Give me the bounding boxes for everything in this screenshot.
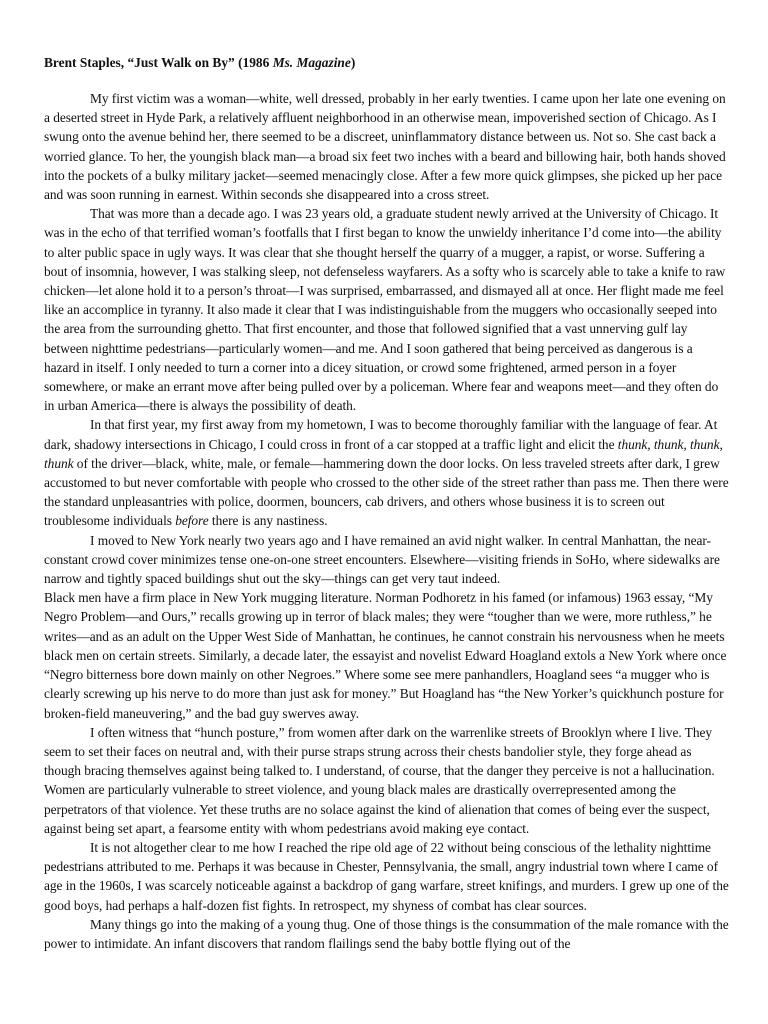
paragraph-7: It is not altogether clear to me how I reached the ripe old age of 22 without being conscious of the lethality nighttime pedestrians attributed to me. Perhaps it was because in Chester, Pennsylvania, the small, angry industrial town where I came of age in the 1960s, I was scarcely noticeable against a backdrop of gang warfare, street knifings, and murders. I grew up one of the good boys, had perhaps a half-dozen fist fights. In retrospect, my shyness of combat has clear sources.	[44, 839, 729, 913]
paragraph-3-before: In that first year, my first away from my hometown, I was to become thoroughly familiar with the language of fear. At dark, shadowy intersections in Chicago, I could cross in front of a car stopped at a traffic light and elicit the	[44, 417, 718, 452]
paragraph-5: Black men have a firm place in New York mugging literature. Norman Podhoretz in his famed (or infamous) 1963 essay, “My Negro Problem—and Ours,” recalls growing up in terror of black males; they were “tougher than we were, more ruthless,” he writes—and as an adult on the Upper West Side of Manhattan, he continues, he cannot constrain his nervousness when he meets black men on certain streets. Similarly, a decade later, the essayist and novelist Edward Hoagland extols a New York where once “Negro bitterness bore down mainly on other Negroes.” Where some see mere panhandlers, Hoagland sees “a mugger who is clearly screwing up his nerve to do more than just ask for money.” But Hoagland has “the New Yorker’s quickhunch posture for broken-field maneuvering,” and the bad guy swerves away.	[44, 590, 727, 721]
paragraph-3-middle: of the driver—black, white, male, or female—hammering down the door locks. On less traveled streets after dark, I grew accustomed to but never comfortable with people who crossed to the other side of the street rather than pass me. Then there were the standard unpleasantries with police, doormen, bouncers, cab drivers, and others whose business it is to screen out troublesome individuals	[44, 455, 729, 529]
paragraph-6: I often witness that “hunch posture,” from women after dark on the warrenlike streets of Brooklyn where I live. They seem to set their faces on neutral and, with their purse straps strung across their chests bandolier style, they forge ahead as though bracing themselves against being talked to. I understand, of course, that the danger they perceive is not a hallucination. Women are particularly vulnerable to street violence, and young black males are drastically overrepresented among the perpetrators of that violence. Yet these truths are no solace against the kind of alienation that comes of being ever the suspect, against being set apart, a fearsome entity with whom pedestrians avoid making eye contact.	[44, 724, 715, 836]
title-prefix: Brent Staples, “Just Walk on By” (1986	[44, 55, 273, 70]
document-page	[44, 54, 730, 953]
title-publication: Ms. Magazine	[272, 55, 351, 70]
document-title	[44, 54, 730, 72]
paragraph-3-after: there is any nastiness.	[208, 513, 328, 529]
paragraph-8: Many things go into the making of a young thug. One of those things is the consummation of the male romance with the power to intimidate. An infant discovers that random flailings send the baby bottle flying out of the	[44, 916, 729, 951]
paragraph-3-before-italic: before	[175, 513, 209, 529]
paragraph-1: My first victim was a woman—white, well dressed, probably in her early twenties. I came upon her late one evening on a deserted street in Hyde Park, a relatively affluent neighborhood in an otherwise mean, impoverished section of Chicago. As I swung onto the avenue behind her, there seemed to be a discreet, uninflammatory distance between us. Not so. She cast back a worried glance. To her, the youngish black man—a broad six feet two inches with a beard and billowing hair, both hands shoved into the pockets of a bulky military jacket—seemed menacingly close. After a few more quick glimpses, she picked up her pace and was soon running in earnest. Within seconds she disappeared into a cross street.	[44, 91, 726, 203]
paragraph-3-thunk-italic: thunk, thunk, thunk, thunk	[44, 436, 723, 471]
paragraph-3	[44, 415, 730, 530]
title-suffix: )	[350, 55, 356, 70]
paragraph-2: That was more than a decade ago. I was 23 years old, a graduate student newly arrived at the University of Chicago. It was in the echo of that terrified woman’s footfalls that I first began to know the unwieldy inheritance I’d come into—the ability to alter public space in ugly ways. It was clear that she thought herself the quarry of a mugger, a rapist, or worse. Suffering a bout of insomnia, however, I was stalking sleep, not defenseless wayfarers. As a softy who is scarcely able to take a knife to raw chicken—let alone hold it to a person’s throat—I was surprised, embarrassed, and dismayed all at once. Her flight made me feel like an accomplice in tyranny. It also made it clear that I was indistinguishable from the muggers who occasionally seeped into the area from the surrounding ghetto. That first encounter, and those that followed signified that a vast unnerving gulf lay between nighttime pedestrians—particularly women—and me. And I soon gathered that being perceived as dangerous is a hazard in itself. I only needed to turn a corner into a dicey situation, or crowd some frightened, armed person in a foyer somewhere, or make an errant move after being pulled over by a policeman. Where fear and weapons meet—and they often do in urban America—there is always the possibility of death.	[44, 206, 726, 414]
paragraph-4: I moved to New York nearly two years ago and I have remained an avid night walker. In central Manhattan, the near-constant crowd cover minimizes tense one-on-one street encounters. Elsewhere—visiting friends in SoHo, where sidewalks are narrow and tightly spaced buildings shut out the sky—things can get very taut indeed.	[44, 532, 720, 587]
